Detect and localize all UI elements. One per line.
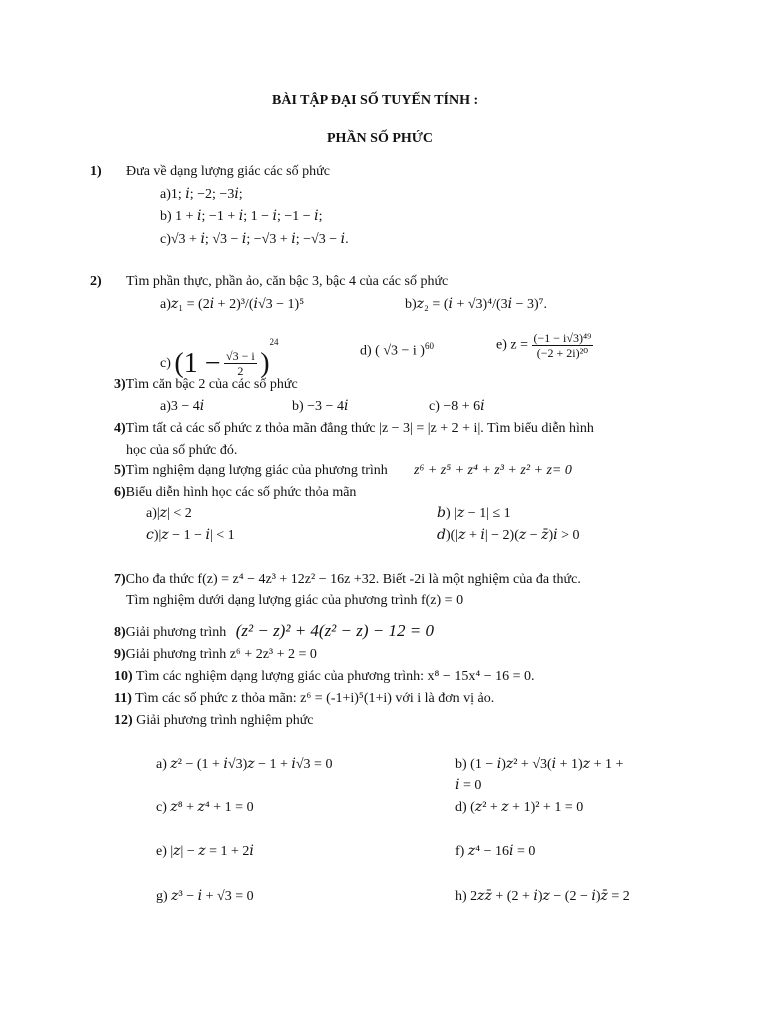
problem-6 — [114, 484, 356, 502]
problem-2c-fraction — [224, 349, 257, 378]
problem-12h: h) 2𝑧𝑧̄ + (2 + 𝑖)𝑧 − (2 − 𝑖)𝑧̄ = 2 — [455, 889, 630, 904]
problem-6b: 𝑏) |𝑧 − 1| ≤ 1 — [437, 506, 511, 521]
problem-1b: b) 1 + 𝑖; −1 + 𝑖; 1 − 𝑖; −1 − 𝑖; — [160, 209, 323, 224]
problem-10 — [114, 668, 535, 686]
problem-6d: 𝑑)(|𝑧 + 𝑖| − 2)(𝑧 − 𝑧̄)𝑖 > 0 — [437, 528, 580, 543]
problem-2a: a)𝑧₁ = (2𝑖 + 2)³/(𝑖√3 − 1)⁵ — [160, 297, 305, 312]
problem-8-equation: (z² − z)² + 4(z² − z) − 12 = 0 — [235, 621, 434, 640]
problem-8 — [114, 622, 434, 642]
problem-5-number: 5) — [114, 463, 126, 478]
problem-9-text: Giải phương trình z⁶ + 2z³ + 2 = 0 — [125, 647, 317, 662]
problem-2c-open: (1 − — [174, 347, 221, 379]
problem-5-text: Tìm nghiệm dạng lượng giác của phương trình — [125, 463, 388, 478]
problem-12 — [114, 712, 314, 730]
problem-2e-label: e) z = — [496, 337, 528, 353]
page-title: BÀI TẬP ĐẠI SỐ TUYẾN TÍNH : — [272, 93, 479, 108]
problem-11-number: 11) — [114, 691, 132, 706]
problem-4 — [114, 420, 594, 438]
problem-12c: c) 𝑧⁸ + 𝑧⁴ + 1 = 0 — [156, 800, 254, 815]
problem-3c: c) −8 + 6𝑖 — [429, 399, 485, 414]
problem-8-text: Giải phương trình — [125, 625, 227, 640]
problem-12e: e) |𝑧| − 𝑧 = 1 + 2𝑖 — [156, 844, 254, 859]
problem-5-equation: z⁶ + z⁵ + z⁴ + z³ + z² + z= 0 — [414, 463, 572, 478]
problem-7 — [114, 571, 581, 589]
problem-2c — [160, 333, 279, 378]
problem-2e — [496, 331, 593, 360]
problem-2c-exponent: 24 — [269, 337, 279, 347]
problem-2e-fraction — [532, 331, 594, 360]
problem-4-line2: học của số phức đó. — [126, 443, 238, 458]
problem-12g: g) 𝑧³ − 𝑖 + √3 = 0 — [156, 889, 254, 904]
problem-2d-exponent: 60 — [424, 341, 434, 351]
problem-10-text: Tìm các nghiệm dạng lượng giác của phương trình: x⁸ − 15x⁴ − 16 = 0. — [135, 669, 535, 684]
problem-1a: a)1; 𝑖; −2; −3𝑖; — [160, 187, 243, 202]
problem-6-number: 6) — [114, 485, 126, 500]
problem-10-number: 10) — [114, 669, 133, 684]
problem-1-number: 1) — [90, 164, 102, 179]
problem-4-line1: Tìm tất cả các số phức z thỏa mãn đẳng thức |z − 3| = |z + 2 + i|. Tìm biểu diễn hình — [125, 421, 594, 436]
page-subtitle: PHẦN SỐ PHỨC — [327, 131, 434, 146]
problem-3-number: 3) — [114, 377, 126, 392]
problem-2c-numerator: √3 − i — [226, 349, 255, 364]
problem-11 — [114, 690, 494, 708]
problem-9-number: 9) — [114, 647, 126, 662]
problem-11-text: Tìm các số phức z thỏa mãn: z⁶ = (-1+i)⁵(1+i) với i là đơn vị ảo. — [135, 691, 495, 706]
problem-2-number: 2) — [90, 274, 102, 289]
problem-7-line1: Cho đa thức f(z) = z⁴ − 4z³ + 12z² − 16z +32. Biết -2i là một nghiệm của đa thức. — [125, 572, 581, 587]
problem-12d: d) (𝑧² + 𝑧 + 1)² + 1 = 0 — [455, 800, 584, 815]
problem-7-line2: Tìm nghiệm dưới dạng lượng giác của phương trình f(z) = 0 — [126, 593, 464, 608]
problem-1c: c)√3 + 𝑖; √3 − 𝑖; −√3 + 𝑖; −√3 − 𝑖. — [160, 232, 349, 247]
problem-12a: a) 𝑧² − (1 + 𝑖√3)𝑧 − 1 + 𝑖√3 = 0 — [156, 757, 333, 772]
problem-6-text: Biểu diễn hình học các số phức thỏa mãn — [125, 485, 357, 500]
problem-2b: b)𝑧₂ = (𝑖 + √3)⁴/(3𝑖 − 3)⁷. — [405, 297, 548, 312]
problem-12-text: Giải phương trình nghiệm phức — [136, 713, 314, 728]
problem-3b: b) −3 − 4𝑖 — [292, 399, 349, 414]
problem-12b-line2: 𝑖 = 0 — [455, 778, 482, 793]
problem-2e-denominator: (−2 + 2i)²⁰ — [536, 346, 589, 360]
problem-9 — [114, 646, 317, 664]
problem-2d — [360, 337, 434, 361]
problem-12b-line1: b) (1 − 𝑖)𝑧² + √3(𝑖 + 1)𝑧 + 1 + — [455, 757, 624, 772]
problem-3 — [114, 376, 298, 394]
problem-3-text: Tìm căn bậc 2 của các số phức — [125, 377, 298, 392]
problem-12f: f) 𝑧⁴ − 16𝑖 = 0 — [455, 844, 536, 859]
problem-7-number: 7) — [114, 572, 126, 587]
problem-2c-label: c) — [160, 356, 171, 371]
problem-1-text: Đưa về dạng lượng giác các số phức — [126, 164, 330, 179]
problem-6c: 𝑐)|𝑧 − 1 − 𝑖| < 1 — [146, 528, 235, 543]
problem-2c-denominator: 2 — [237, 364, 244, 379]
problem-2e-numerator: (−1 − i√3)⁴⁹ — [533, 331, 592, 345]
problem-5 — [114, 462, 388, 480]
problem-2d-base: d) ( √3 − i ) — [360, 343, 425, 359]
problem-8-number: 8) — [114, 625, 126, 640]
problem-3a: a)3 − 4𝑖 — [160, 399, 205, 414]
problem-6a: a)|𝑧| < 2 — [146, 506, 192, 521]
problem-12-number: 12) — [114, 713, 133, 728]
problem-4-number: 4) — [114, 421, 126, 436]
problem-2-text: Tìm phần thực, phần ảo, căn bậc 3, bậc 4 của các số phức — [126, 274, 449, 289]
problem-2c-close: ) — [260, 347, 270, 379]
